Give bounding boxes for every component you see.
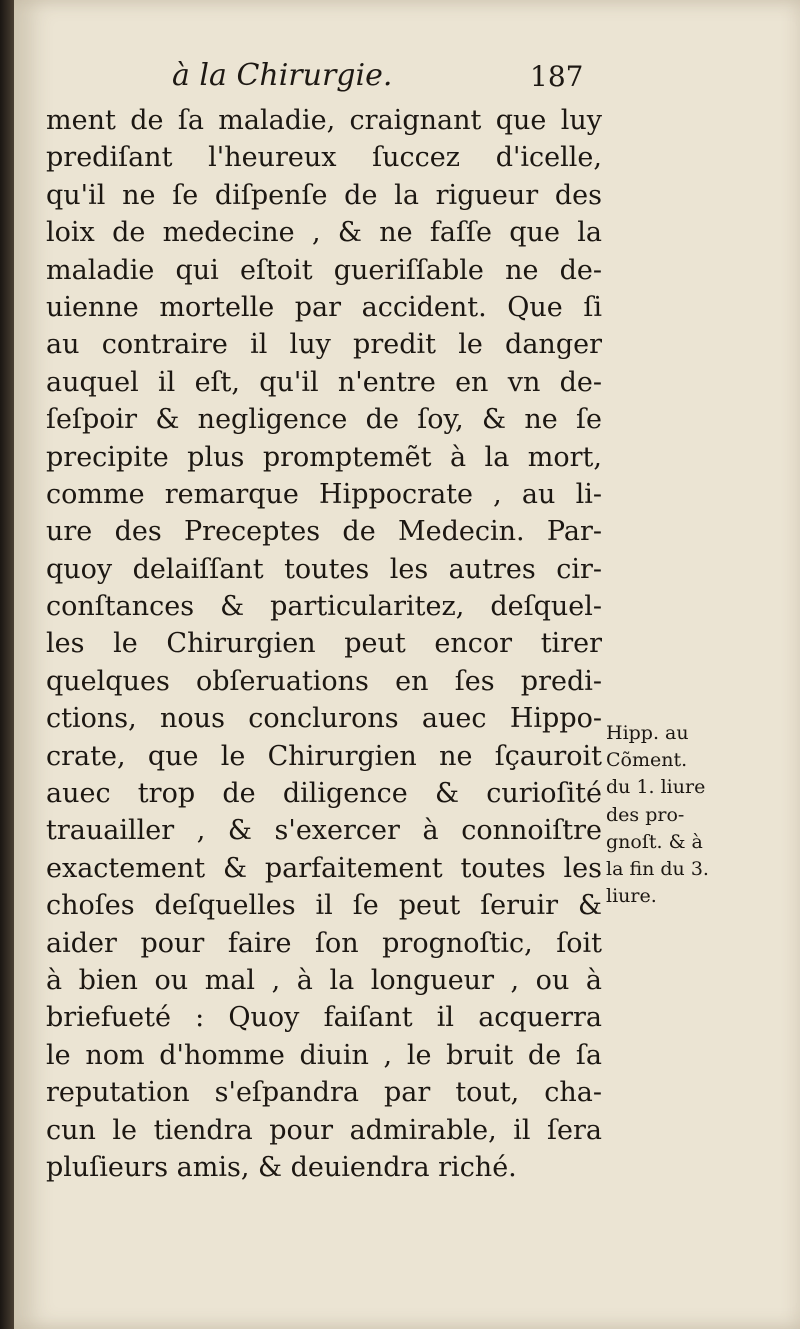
text-line: maladie qui eſtoit gueriſſable ne de-	[46, 254, 602, 286]
text-line: choſes deſquelles il ſe peut ſeruir &	[46, 890, 602, 922]
text-line: comme remarque Hippocrate , au li-	[46, 478, 602, 510]
text-line: precipite plus promptemẽt à la mort,	[46, 441, 602, 473]
text-line: exactement & parfaitement toutes les	[46, 852, 602, 884]
marginal-note-line: du 1. liure	[606, 776, 706, 799]
marginal-note-line: la fin du 3.	[606, 857, 709, 880]
text-line: uienne mortelle par accident. Que ſi	[46, 291, 602, 323]
body-text	[46, 102, 602, 1186]
text-line: auec trop de diligence & curioſité	[46, 778, 602, 810]
text-line: le nom d'homme diuin , le bruit de ſa	[46, 1039, 602, 1071]
text-line: conſtances & particularitez, deſquel-	[46, 591, 602, 623]
marginal-note	[606, 720, 786, 910]
marginal-note-line: Hipp. au	[606, 722, 689, 744]
text-line: au contraire il luy predit le danger	[46, 329, 602, 361]
text-line: ment de ſa maladie, craignant que luy	[46, 105, 602, 136]
text-line: à bien ou mal , à la longueur , ou à	[46, 964, 602, 996]
text-line: aider pour faire ſon prognoſtic, ſoit	[46, 927, 602, 959]
text-line: ſeſpoir & negligence de ſoy, & ne ſe	[46, 404, 602, 436]
text-line: ctions, nous conclurons auec Hippo-	[46, 703, 602, 735]
marginal-note-line: gnoſt. & à	[606, 830, 703, 853]
text-line: prediſant l'heureux ſuccez d'icelle,	[46, 142, 602, 174]
running-head-title: à la Chirurgie.	[172, 58, 393, 93]
text-line: cun le tiendra pour admirable, il ſera	[46, 1114, 602, 1146]
text-line: reputation s'eſpandra par tout, cha-	[46, 1077, 602, 1109]
marginal-note-line: des pro-	[606, 803, 685, 826]
book-gutter	[0, 0, 14, 1329]
marginal-note-line: Cõment.	[606, 749, 688, 772]
text-line: auquel il eſt, qu'il n'entre en vn de-	[46, 366, 602, 398]
text-line: les le Chirurgien peut encor tirer	[46, 628, 602, 660]
text-line: briefueté : Quoy faiſant il acquerra	[46, 1002, 602, 1034]
text-line: quoy delaiſſant toutes les autres cir-	[46, 553, 602, 585]
text-line: qu'il ne ſe diſpenſe de la rigueur des	[46, 179, 602, 211]
text-line: quelques obſeruations en ſes predi-	[46, 665, 602, 697]
text-line: trauailler , & s'exercer à connoiſtre	[46, 815, 602, 847]
text-line: loix de medecine , & ne faſſe que la	[46, 217, 602, 249]
marginal-note-line: liure.	[606, 885, 657, 908]
page-number: 187	[530, 60, 584, 93]
running-head	[0, 58, 800, 102]
text-line: pluſieurs amis, & deuiendra riché.	[46, 1151, 517, 1183]
text-line: ure des Preceptes de Medecin. Par-	[46, 516, 602, 548]
text-line: crate, que le Chirurgien ne ſçauroit	[46, 740, 602, 772]
